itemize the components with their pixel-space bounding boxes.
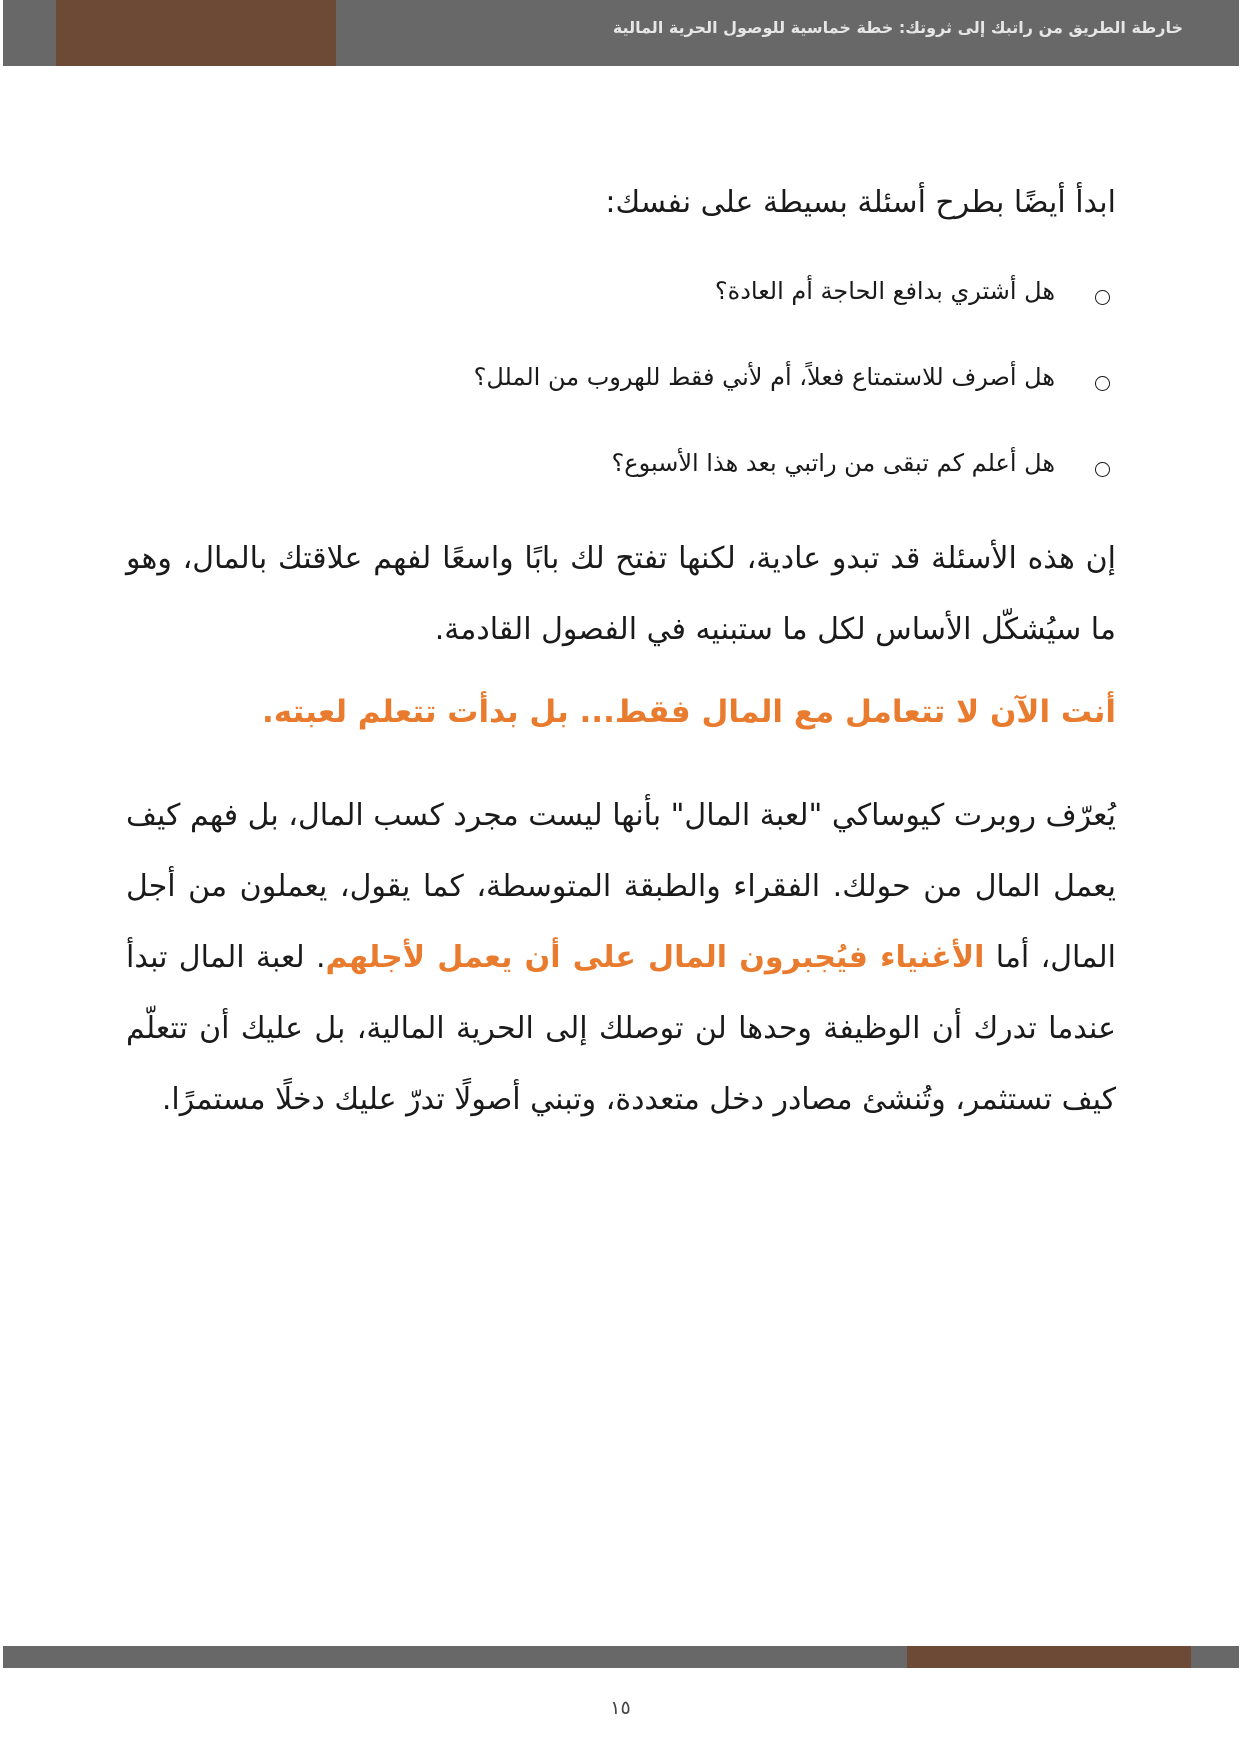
page-content: [126, 180, 1116, 1135]
circle-bullet-icon: [1095, 462, 1110, 477]
question-text: هل أشتري بدافع الحاجة أم العادة؟: [714, 277, 1055, 305]
paragraph-emphasis: الأغنياء فيُجبرون المال على أن يعمل لأجلهم: [325, 939, 985, 975]
footer-bar: [3, 1646, 1239, 1668]
running-header-title: خارطة الطريق من راتبك إلى ثروتك: خطة خماسية للوصول الحرية المالية: [612, 18, 1183, 37]
question-text: هل أعلم كم تبقى من راتبي بعد هذا الأسبوع؟: [611, 449, 1055, 477]
question-item: [126, 347, 1116, 407]
header-accent-block: [56, 0, 336, 66]
question-text: هل أصرف للاستمتاع فعلاً، أم لأني فقط للهروب من الملل؟: [473, 363, 1055, 391]
question-list: [126, 261, 1116, 493]
header-bar: [3, 0, 1239, 66]
circle-bullet-icon: [1095, 376, 1110, 391]
page-number: ١٥: [610, 1697, 631, 1719]
paragraph-money-game: [126, 780, 1116, 1135]
paragraph-text-before: يُعرّف روبرت كيوساكي "لعبة المال" بأنها ليست مجرد كسب المال، بل فهم كيف يعمل المال من حولك. الفقراء والطبقة المتوسطة، كما يقول، يعملون من أجل المال، أما: [126, 797, 1117, 975]
intro-text: ابدأ أيضًا بطرح أسئلة بسيطة على نفسك:: [605, 185, 1116, 220]
question-item: [126, 433, 1116, 493]
paragraph-questions-meaning: إن هذه الأسئلة قد تبدو عادية، لكنها تفتح لك بابًا واسعًا لفهم علاقتك بالمال، وهو ما سيُشكّل الأساس لكل ما ستبنيه في الفصول القادمة.: [126, 541, 1116, 647]
highlight-heading: أنت الآن لا تتعامل مع المال فقط... بل بدأت تتعلم لعبته.: [261, 694, 1116, 730]
question-item: [126, 261, 1116, 321]
circle-bullet-icon: [1095, 290, 1110, 305]
footer-accent-block: [907, 1646, 1191, 1668]
paragraph-text-after: . لعبة المال تبدأ عندما تدرك أن الوظيفة وحدها لن توصلك إلى الحرية المالية، بل عليك أن تتعلّم كيف تستثمر، وتُنشئ مصادر دخل متعددة، وتبني أصولًا تدرّ عليك دخلًا مستمرًا.: [126, 939, 1116, 1117]
